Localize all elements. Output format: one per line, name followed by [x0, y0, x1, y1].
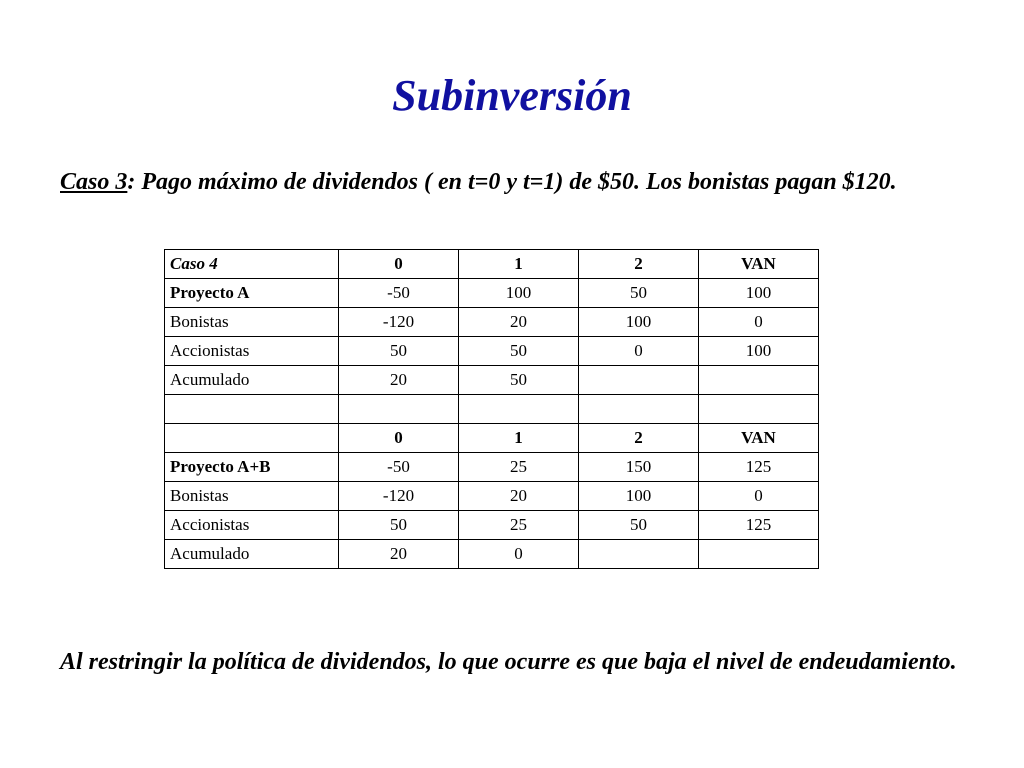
empty-cell [699, 395, 819, 424]
table-cell: -120 [339, 482, 459, 511]
table-cell: 50 [339, 337, 459, 366]
table-header-row [165, 250, 819, 279]
table-cell: 50 [579, 279, 699, 308]
case-text: : Pago máximo de dividendos ( en t=0 y t=1) de $50. Los bonistas pagan $120. [127, 169, 897, 195]
table-row [165, 337, 819, 366]
header-cell: VAN [699, 424, 819, 453]
header-cell: 1 [459, 250, 579, 279]
header-cell: 0 [339, 250, 459, 279]
empty-cell [579, 395, 699, 424]
slide-title: Subinversión [392, 71, 632, 120]
table-cell: -50 [339, 279, 459, 308]
table-cell: 50 [459, 337, 579, 366]
table-cell [699, 540, 819, 569]
table-cell: 125 [699, 511, 819, 540]
table-cell: 0 [699, 482, 819, 511]
table-cell [579, 366, 699, 395]
table-cell: 0 [579, 337, 699, 366]
table-cell: 50 [339, 511, 459, 540]
row-label: Proyecto A+B [165, 453, 339, 482]
cash-flow-table [164, 249, 819, 569]
empty-cell [339, 395, 459, 424]
row-label: Proyecto A [165, 279, 339, 308]
table-cell [579, 540, 699, 569]
empty-cell [165, 424, 339, 453]
row-label: Accionistas [165, 511, 339, 540]
header-cell: 2 [579, 424, 699, 453]
table-row [165, 511, 819, 540]
table-cell: 100 [579, 482, 699, 511]
table-cell [699, 366, 819, 395]
case-description [60, 166, 980, 198]
table-row [165, 308, 819, 337]
row-label: Acumulado [165, 366, 339, 395]
empty-cell [459, 395, 579, 424]
table-cell: 100 [459, 279, 579, 308]
table-cell: 20 [339, 540, 459, 569]
table-cell: 100 [579, 308, 699, 337]
table-row [165, 540, 819, 569]
table-cell: 0 [459, 540, 579, 569]
table-cell: 50 [579, 511, 699, 540]
table-row [165, 453, 819, 482]
table-cell: 100 [699, 337, 819, 366]
table-cell: 150 [579, 453, 699, 482]
header-cell: 0 [339, 424, 459, 453]
table-cell: 50 [459, 366, 579, 395]
row-label: Bonistas [165, 482, 339, 511]
table-cell: -120 [339, 308, 459, 337]
table-row [165, 482, 819, 511]
empty-cell [165, 395, 339, 424]
case-label: Caso 3 [60, 169, 128, 195]
header-cell: 2 [579, 250, 699, 279]
row-label: Bonistas [165, 308, 339, 337]
conclusion-text: Al restringir la política de dividendos, lo que ocurre es que baja el nivel de endeudamiento. [60, 649, 957, 675]
table-caption: Caso 4 [165, 250, 339, 279]
table-cell: 25 [459, 453, 579, 482]
table-cell: 0 [699, 308, 819, 337]
row-label: Acumulado [165, 540, 339, 569]
table-header-row [165, 424, 819, 453]
table-cell: 25 [459, 511, 579, 540]
table-cell: 20 [459, 482, 579, 511]
table-cell: 100 [699, 279, 819, 308]
spacer-row [165, 395, 819, 424]
table-cell: -50 [339, 453, 459, 482]
table-row [165, 279, 819, 308]
table-cell: 125 [699, 453, 819, 482]
table-cell: 20 [459, 308, 579, 337]
header-cell: VAN [699, 250, 819, 279]
row-label: Accionistas [165, 337, 339, 366]
table-row [165, 366, 819, 395]
header-cell: 1 [459, 424, 579, 453]
table-cell: 20 [339, 366, 459, 395]
